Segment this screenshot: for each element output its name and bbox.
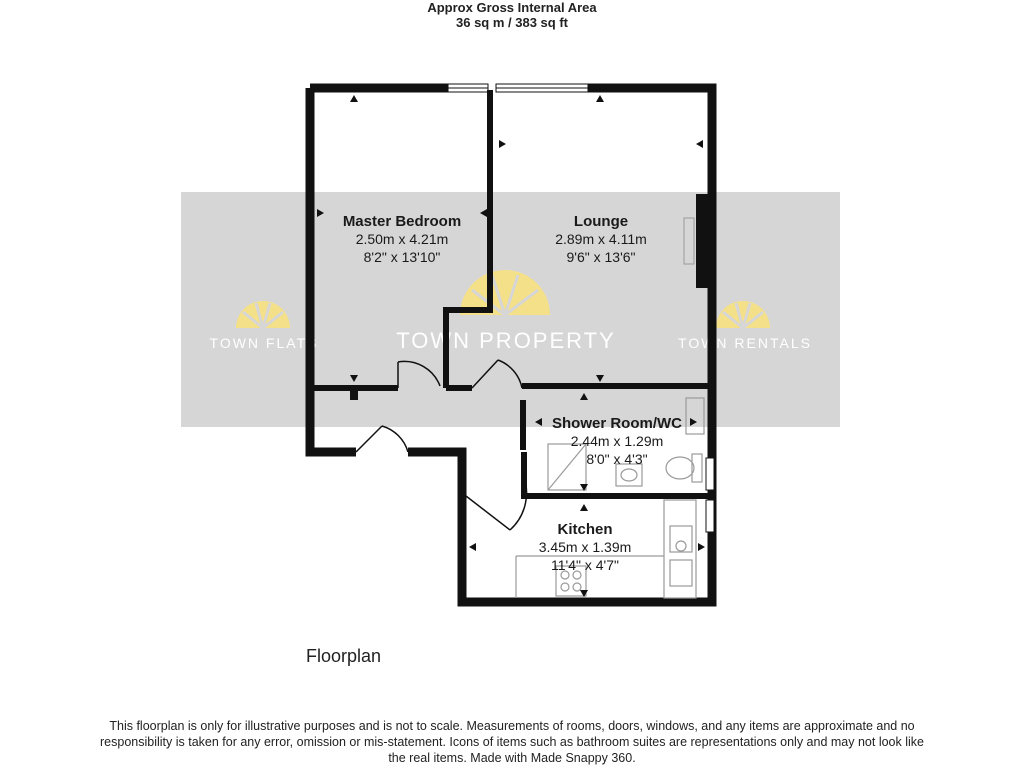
room-shower-room xyxy=(552,415,682,467)
top-windows xyxy=(448,84,588,92)
floor-label: Floorplan xyxy=(306,646,382,666)
room-name: Shower Room/WC xyxy=(552,415,682,432)
disclaimer-text: This floorplan is only for illustrative purposes and is not to scale. Measurements of rooms, doors, windows, and any items are approximate and no responsibility is taken for any error, omission or mis-statement. Icons of items such as bathroom suites are representations only and may not look like the real items. Made with Made Snappy 360. xyxy=(100,719,924,765)
room-metric: 3.45m x 1.39m xyxy=(538,539,632,555)
room-metric: 2.89m x 4.11m xyxy=(555,231,647,247)
room-name: Master Bedroom xyxy=(342,213,462,230)
room-name: Lounge xyxy=(573,213,629,230)
lounge-wall-feature xyxy=(696,194,712,288)
room-metric: 2.44m x 1.29m xyxy=(570,433,664,449)
room-metric: 2.50m x 4.21m xyxy=(355,231,449,247)
watermark-right: TOWN RENTALS xyxy=(678,335,812,351)
room-imperial: 8'0" x 4'3" xyxy=(586,451,648,467)
room-imperial: 11'4" x 4'7" xyxy=(551,557,619,573)
room-name: Kitchen xyxy=(557,521,613,538)
watermark-center: TOWN PROPERTY xyxy=(396,328,616,353)
room-imperial: 8'2" x 13'10" xyxy=(363,249,441,265)
room-kitchen xyxy=(539,521,632,573)
area-title: Approx Gross Internal Area xyxy=(427,0,597,15)
watermark-left: TOWN FLATS xyxy=(209,335,319,351)
room-imperial: 9'6" x 13'6" xyxy=(566,249,636,265)
area-value: 36 sq m / 383 sq ft xyxy=(456,15,568,30)
